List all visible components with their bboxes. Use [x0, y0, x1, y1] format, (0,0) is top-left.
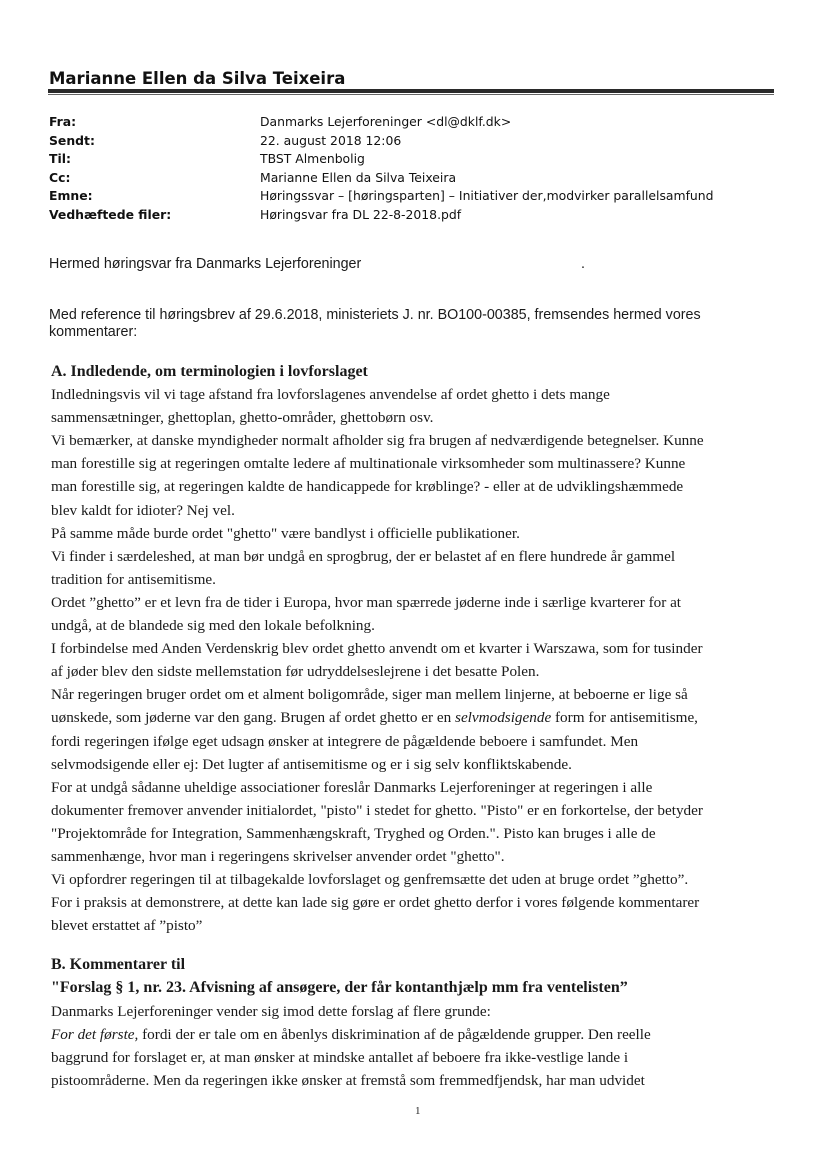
header-value: 22. august 2018 12:06: [260, 132, 402, 148]
intro-paragraph: [49, 256, 779, 273]
header-to: [49, 150, 769, 169]
sender-name: Marianne Ellen da Silva Teixeira: [49, 69, 346, 88]
header-key: Fra:: [49, 114, 77, 129]
body-line: baggrund for forslaget er, at man ønsker at mindske antallet af beboere fra ikke-vestlige lande i: [51, 1048, 629, 1066]
body-line: Vi bemærker, at danske myndigheder normalt afholder sig fra brugen af nedværdigende betegnelser. Kunne: [51, 432, 704, 450]
body-line: Vi finder i særdeleshed, at man bør undgå en sprogbrug, der er belastet af en flere hundrede år gammel: [51, 547, 676, 565]
section-a-heading: A. Indledende, om terminologien i lovforslaget: [51, 363, 368, 380]
text-run: fordi der er tale om en åbenlys diskrimination af de pågældende grupper. Den reelle: [138, 1025, 651, 1043]
header-sent: [49, 132, 769, 151]
section-b-subheading: "Forslag § 1, nr. 23. Afvisning af ansøgere, der får kontanthjælp mm fra ventelisten”: [51, 979, 628, 997]
header-value: Danmarks Lejerforeninger <dl@dklf.dk>: [260, 114, 512, 129]
text-run: form for antisemitisme,: [551, 709, 698, 727]
body-line: På samme måde burde ordet "ghetto" være bandlyst i officielle publikationer.: [51, 524, 520, 542]
emphasis-text: For det første,: [51, 1025, 139, 1043]
paragraph-gap: [51, 937, 781, 953]
header-value: Marianne Ellen da Silva Teixeira: [260, 169, 457, 185]
header-key: Cc:: [49, 169, 71, 185]
header-cc: [49, 169, 769, 188]
body-line: I forbindelse med Anden Verdenskrig blev ordet ghetto anvendt om et kvarter i Warszawa, som for tusinder: [51, 640, 703, 658]
body-line: dokumenter fremover anvender initialordet, "pisto" i stedet for ghetto. "Pisto" er en forkortelse, der betyder: [51, 801, 703, 819]
reference-line: Med reference til høringsbrev af 29.6.2018, ministeriets J. nr. BO100-00385, fremsendes hermed vores: [49, 307, 701, 323]
body-line: af jøder blev den sidste mellemstation før udryddelseslejrene i det besatte Polen.: [51, 663, 540, 681]
text-run: uønskede, som jøderne var den gang. Brugen af ordet ghetto er en: [51, 709, 456, 727]
section-b-heading: B. Kommentarer til: [51, 956, 186, 974]
body-line: blevet erstattet af ”pisto”: [51, 917, 203, 935]
body-line: pistoområderne. Men da regeringen ikke ønsker at fremstå som fremmedfjendsk, har man udvidet: [51, 1071, 645, 1089]
header-key: Vedhæftede filer:: [49, 206, 172, 222]
header-rule: [48, 89, 774, 93]
emphasis-text: selvmodsigende: [455, 709, 552, 727]
body-line: man forestille sig at regeringen omtalte ledere af multinationale virksomheder som multinassere? Kunne: [51, 455, 686, 473]
header-subject: [49, 187, 769, 206]
body-line: selvmodsigende eller ej: Det lugter af antisemitisme og er i sig selv konfliktskabende.: [51, 755, 572, 773]
header-value: Høringssvar – [høringsparten] – Initiativer der,modvirker parallelsamfund: [260, 188, 714, 203]
reference-paragraph: [49, 307, 779, 341]
body-line: Ordet ”ghetto” er et levn fra de tider i Europa, hvor man spærrede jøderne inde i særlige kvarterer for at: [51, 593, 682, 611]
body-line: sammenhænge, hvor man i regeringens skrivelser anvender ordet "ghetto".: [51, 847, 505, 865]
body-line: fordi regeringen ifølge eget udsagn ønsker at integrere de pågældende beboere i samfundet. Men: [51, 732, 639, 750]
page-number: 1: [415, 1105, 421, 1117]
body-line: undgå, at de blandede sig med den lokale befolkning.: [51, 617, 375, 635]
body-line: man forestille sig, at regeringen kaldte de handicappede for krøblinge? - eller at de udviklingshæmmede: [51, 478, 684, 496]
body-line: For i praksis at demonstrere, at dette kan lade sig gøre er ordet ghetto derfor i vores følgende kommentarer: [51, 894, 700, 912]
body-line: For at undgå sådanne uheldige associationer foreslår Danmarks Lejerforeninger at regeringen i alle: [51, 778, 653, 796]
body-line: Vi opfordrer regeringen til at tilbagekalde lovforslaget og genfremsætte det uden at bruge ordet ”ghetto”.: [51, 871, 689, 889]
body-line: Indledningsvis vil vi tage afstand fra lovforslagenes anvendelse af ordet ghetto i dets mange: [51, 386, 610, 404]
body-line: "Projektområde for Integration, Sammenhængskraft, Tryghed og Orden.". Pisto kan bruges i alle de: [51, 824, 656, 842]
header-key: Til:: [49, 151, 71, 166]
header-rule-thin: [48, 94, 774, 95]
body-line: [51, 1023, 781, 1046]
reference-line: kommentarer:: [49, 324, 138, 340]
body-line: blev kaldt for idioter? Nej vel.: [51, 501, 235, 519]
body-line: [51, 706, 781, 729]
intro-dot: .: [581, 256, 585, 272]
body-line: Danmarks Lejerforeninger vender sig imod dette forslag af flere grunde:: [51, 1002, 491, 1020]
header-attachments: [49, 206, 769, 225]
header-key: Emne:: [49, 188, 93, 203]
header-key: Sendt:: [49, 132, 95, 148]
header-value: TBST Almenbolig: [260, 151, 365, 166]
email-header: [49, 113, 769, 224]
body-line: sammensætninger, ghettoplan, ghetto-områder, ghettobørn osv.: [51, 409, 434, 427]
intro-text: Hermed høringsvar fra Danmarks Lejerforeninger: [49, 256, 362, 272]
header-from: [49, 113, 769, 132]
letter-body: [51, 360, 781, 1092]
header-value: Høringsvar fra DL 22-8-2018.pdf: [260, 206, 462, 222]
body-line: tradition for antisemitisme.: [51, 570, 216, 588]
body-line: Når regeringen bruger ordet om et alment boligområde, siger man mellem linjerne, at beboerne er lige så: [51, 686, 688, 704]
